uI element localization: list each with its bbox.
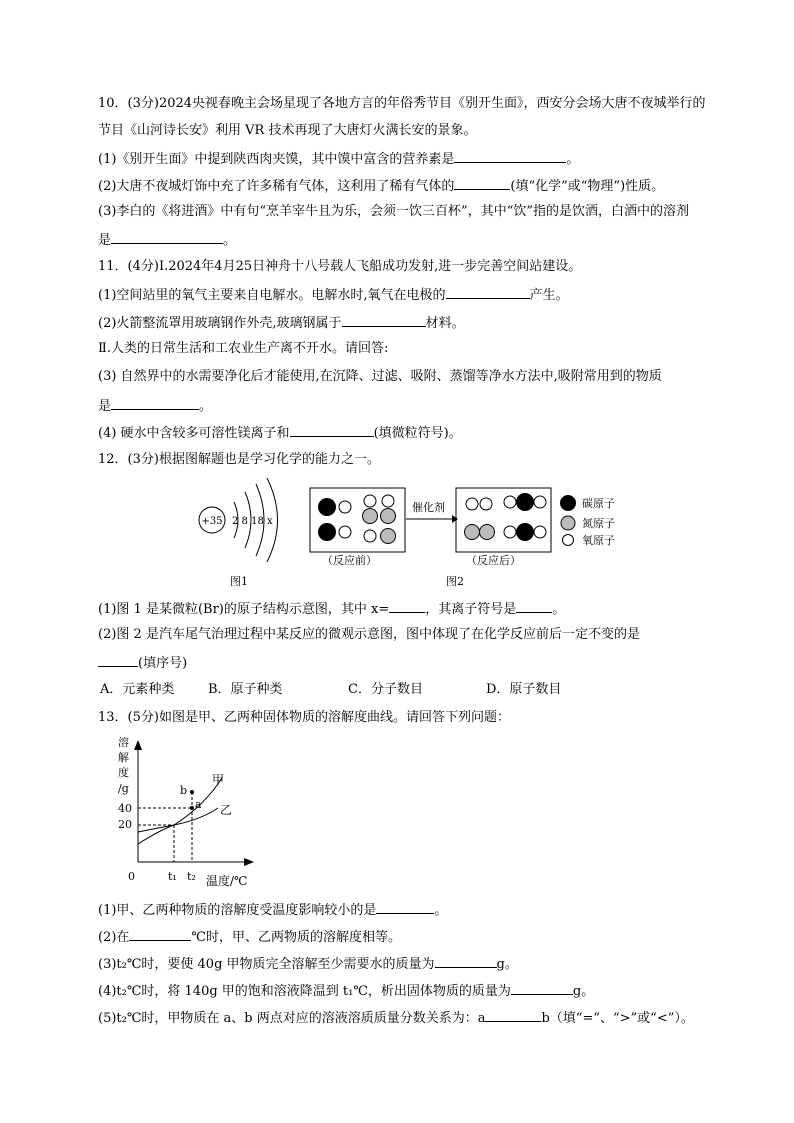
legend-oxygen: 氧原子 bbox=[582, 534, 615, 547]
carbon-legend-icon bbox=[560, 495, 576, 511]
point-b bbox=[190, 790, 194, 794]
q13-part2-text: (2)在 bbox=[98, 930, 130, 945]
answer-blank[interactable] bbox=[290, 423, 374, 437]
nitrogen-atom bbox=[381, 509, 396, 524]
oxygen-legend-icon bbox=[563, 535, 574, 546]
origin-label: 0 bbox=[128, 870, 135, 883]
answer-blank[interactable] bbox=[342, 313, 426, 327]
y-axis-arrow-icon bbox=[134, 740, 142, 750]
q13-part3-text: (3)t₂℃时，要使 40g 甲物质完全溶解至少需要水的质量为 bbox=[98, 957, 435, 972]
answer-blank[interactable] bbox=[454, 149, 566, 163]
after-label: （反应后） bbox=[466, 554, 521, 567]
legend-carbon: 碳原子 bbox=[582, 497, 615, 510]
before-label: （反应前） bbox=[322, 554, 377, 567]
figure1-caption: 图1 bbox=[230, 575, 248, 588]
y-tick-40: 40 bbox=[118, 802, 132, 815]
oxygen-atom bbox=[364, 495, 376, 507]
q13-part1 bbox=[98, 900, 447, 920]
answer-blank[interactable] bbox=[111, 396, 199, 410]
answer-blank[interactable] bbox=[376, 900, 434, 914]
q12-part2-line1: (2)图 2 是汽车尾气治理过程中某反应的微观示意图，图中体现了在化学反应前后一定不变的是 bbox=[98, 627, 640, 642]
q10-part3-text: 是 bbox=[98, 233, 112, 248]
q10-part2-end: (填“化学”或“物理”)性质。 bbox=[510, 179, 665, 194]
solubility-curve-chart bbox=[112, 734, 262, 894]
nitrogen-atom bbox=[480, 525, 495, 540]
point-b-label: b bbox=[180, 784, 188, 797]
q13-part2 bbox=[98, 927, 401, 947]
answer-blank[interactable] bbox=[511, 981, 573, 995]
q11-part3-line1: (3) 自然界中的水需要净化后才能使用,在沉降、过滤、吸附、蒸馏等净水方法中,吸附常用到的物质 bbox=[98, 369, 662, 384]
q11-section2-heading: Ⅱ.人类的日常生活和工农业生产离不开水。请回答: bbox=[98, 341, 389, 356]
carbon-atom bbox=[318, 523, 336, 541]
q13-part4-text: (4)t₂℃时，将 140g 甲的饱和溶液降温到 t₁℃，析出固体物质的质量为 bbox=[98, 984, 511, 999]
nucleus-charge: +35 bbox=[201, 516, 223, 527]
oxygen-atom bbox=[466, 498, 478, 510]
q13-part1-text: (1)甲、乙两种物质的溶解度受温度影响较小的是 bbox=[98, 903, 377, 918]
answer-blank[interactable] bbox=[111, 230, 223, 244]
q12-option-c[interactable]: C．分子数目 bbox=[348, 682, 423, 697]
x-tick-t1: t₁ bbox=[168, 870, 177, 883]
q12-stem: 12．(3分)根据图解题也是学习化学的能力之一。 bbox=[98, 452, 380, 467]
x-tick-t2: t₂ bbox=[187, 870, 196, 883]
q13-part4-end: g。 bbox=[572, 984, 595, 999]
oxygen-atom bbox=[504, 526, 516, 538]
oxygen-atom bbox=[339, 501, 351, 513]
q11-part3-end: 。 bbox=[199, 399, 213, 414]
reaction-before-box bbox=[310, 488, 405, 567]
curve-yi bbox=[138, 808, 218, 832]
q12-option-d[interactable]: D．原子数目 bbox=[486, 682, 562, 697]
q11-part1-end: 产生。 bbox=[529, 288, 569, 303]
q12-part1-end: 。 bbox=[552, 602, 566, 617]
q11-part3-line2 bbox=[98, 396, 212, 416]
q11-part1 bbox=[98, 285, 569, 305]
q11-part4-end: (填微粒符号)。 bbox=[373, 426, 462, 441]
curve-jia-label: 甲 bbox=[212, 773, 225, 787]
q11-part2-text: (2)火箭整流罩用玻璃钢作外壳,玻璃钢属于 bbox=[98, 316, 342, 331]
answer-blank[interactable] bbox=[389, 599, 425, 613]
nitrogen-legend-icon bbox=[561, 516, 575, 530]
q12-part1-mid: ，其离子符号是 bbox=[425, 602, 517, 617]
point-a bbox=[190, 806, 194, 810]
carbon-atom bbox=[318, 498, 336, 516]
point-a-label: a bbox=[195, 798, 202, 811]
q10-stem-line1: 10．(3分)2024央视春晚主会场星现了各地方言的年俗秀节目《别开生面》，西安分会场大唐不夜城举行的 bbox=[98, 96, 706, 111]
catalyst-label: 催化剂 bbox=[412, 501, 445, 514]
oxygen-atom bbox=[504, 496, 516, 508]
nitrogen-atom bbox=[465, 525, 480, 540]
q13-part4 bbox=[98, 981, 594, 1001]
q10-part1-end: 。 bbox=[566, 152, 580, 167]
answer-blank[interactable] bbox=[435, 954, 497, 968]
oxygen-atom bbox=[480, 498, 492, 510]
q10-part2 bbox=[98, 176, 664, 196]
q13-part5-end: b（填“=”、“>”或“<”）。 bbox=[541, 1011, 694, 1026]
nitrogen-atom bbox=[363, 509, 378, 524]
q10-part2-text: (2)大唐不夜城灯饰中充了许多稀有气体，这利用了稀有气体的 bbox=[98, 179, 455, 194]
y-axis-label: /g bbox=[118, 782, 129, 795]
oxygen-atom bbox=[382, 495, 394, 507]
q12-part2-line2 bbox=[98, 653, 187, 673]
q11-part2 bbox=[98, 313, 465, 333]
atom-legend bbox=[560, 495, 615, 547]
y-tick-20: 20 bbox=[118, 818, 132, 831]
oxygen-atom bbox=[339, 526, 351, 538]
answer-blank[interactable] bbox=[454, 176, 510, 190]
q11-part2-end: 材料。 bbox=[425, 316, 465, 331]
x-axis-arrow-icon bbox=[244, 858, 254, 866]
q10-part3-end: 。 bbox=[223, 233, 237, 248]
x-axis-label: 温度/℃ bbox=[206, 874, 248, 888]
y-axis-label: 解 bbox=[118, 751, 129, 764]
atom-structure-diagram bbox=[199, 478, 278, 588]
q11-part4-text: (4) 硬水中含较多可溶性镁离子和 bbox=[98, 426, 290, 441]
reaction-after-box bbox=[446, 488, 551, 588]
q13-part3-end: g。 bbox=[496, 957, 518, 972]
carbon-atom bbox=[516, 493, 534, 511]
answer-blank[interactable] bbox=[98, 653, 138, 667]
q12-part1 bbox=[98, 599, 565, 619]
nitrogen-atom bbox=[381, 529, 396, 544]
q10-stem-line2: 节目《山河诗长安》利用 VR 技术再现了大唐灯火满长安的景象。 bbox=[98, 123, 477, 138]
q10-part3-line1: (3)李白的《将进酒》中有句“烹羊宰牛且为乐，会须一饮三百杯”，其中“饮”指的是饮酒，白酒中的溶剂 bbox=[98, 204, 689, 219]
oxygen-atom bbox=[534, 496, 546, 508]
q13-part2-end: ℃时，甲、乙两物质的溶解度相等。 bbox=[191, 930, 401, 945]
q13-part5 bbox=[98, 1008, 694, 1028]
q12-part1-text: (1)图 1 是某微粒(Br)的原子结构示意图，其中 x= bbox=[98, 602, 390, 617]
q11-part1-text: (1)空间站里的氧气主要来自电解水。电解水时,氧气在电极的 bbox=[98, 288, 446, 303]
oxygen-atom bbox=[534, 526, 546, 538]
arrow-head-icon bbox=[452, 515, 458, 523]
q13-part1-end: 。 bbox=[434, 903, 448, 918]
q12-part2-end: (填序号) bbox=[138, 656, 188, 671]
oxygen-atom bbox=[364, 530, 376, 542]
answer-blank[interactable] bbox=[516, 599, 552, 613]
q13-part3 bbox=[98, 954, 518, 974]
carbon-atom bbox=[516, 523, 534, 541]
answer-blank[interactable] bbox=[129, 927, 191, 941]
answer-blank[interactable] bbox=[485, 1008, 541, 1022]
q12-option-a[interactable]: A．元素种类 bbox=[100, 682, 175, 697]
curve-yi-label: 乙 bbox=[220, 803, 233, 817]
q11-stem: 11．(4分)I.2024年4月25日神舟十八号载人飞船成功发射,进一步完善空间站建设。 bbox=[98, 259, 582, 274]
reaction-arrow bbox=[406, 500, 458, 523]
figure2-caption: 图2 bbox=[446, 575, 464, 588]
y-axis-label: 度 bbox=[118, 766, 129, 779]
q11-part3-text: 是 bbox=[98, 399, 112, 414]
q10-part1 bbox=[98, 149, 579, 169]
q12-figures bbox=[190, 474, 630, 594]
legend-nitrogen: 氮原子 bbox=[582, 517, 615, 530]
q13-part5-text: (5)t₂℃时，甲物质在 a、b 两点对应的溶液溶质质量分数关系为：a bbox=[98, 1011, 486, 1026]
q13-stem: 13．(5分)如图是甲、乙两种固体物质的溶解度曲线。请回答下列问题： bbox=[98, 710, 510, 725]
q10-part3-line2 bbox=[98, 230, 236, 250]
electron-counts: 2 8 18 x bbox=[232, 516, 273, 527]
answer-blank[interactable] bbox=[446, 285, 530, 299]
y-axis-label: 溶 bbox=[118, 736, 129, 749]
q10-part1-text: (1)《别开生面》中提到陕西肉夹馍，其中馍中富含的营养素是 bbox=[98, 152, 455, 167]
q12-option-b[interactable]: B．原子种类 bbox=[208, 682, 283, 697]
q11-part4 bbox=[98, 423, 462, 443]
